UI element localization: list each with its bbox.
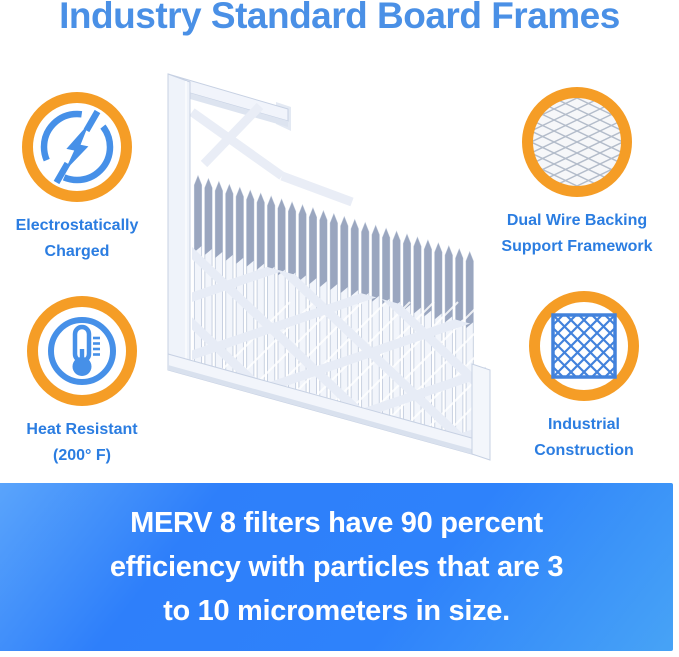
banner-line: MERV 8 filters have 90 percent bbox=[130, 507, 543, 539]
thermometer-icon bbox=[27, 296, 137, 406]
feature-industrial-construction bbox=[489, 291, 679, 464]
lattice-grid-icon bbox=[529, 291, 639, 401]
feature-wire-backing bbox=[482, 87, 672, 260]
air-filter-illustration bbox=[160, 62, 505, 474]
feature-heat-resistant bbox=[0, 296, 177, 469]
feature-label: Dual Wire Backing Support Framework bbox=[501, 212, 653, 255]
merv-info-banner bbox=[0, 483, 673, 651]
feature-label: Industrial Construction bbox=[534, 416, 634, 459]
lightning-icon bbox=[22, 92, 132, 202]
banner-line: to 10 micrometers in size. bbox=[163, 595, 510, 627]
feature-electrostatic bbox=[0, 92, 172, 265]
feature-label: Heat Resistant (200° F) bbox=[26, 421, 138, 464]
page-title: Industry Standard Board Frames bbox=[59, 0, 620, 36]
banner-line: efficiency with particles that are 3 bbox=[109, 551, 564, 583]
wire-mesh-icon bbox=[522, 87, 632, 197]
feature-label: Electrostatically Charged bbox=[15, 217, 139, 260]
